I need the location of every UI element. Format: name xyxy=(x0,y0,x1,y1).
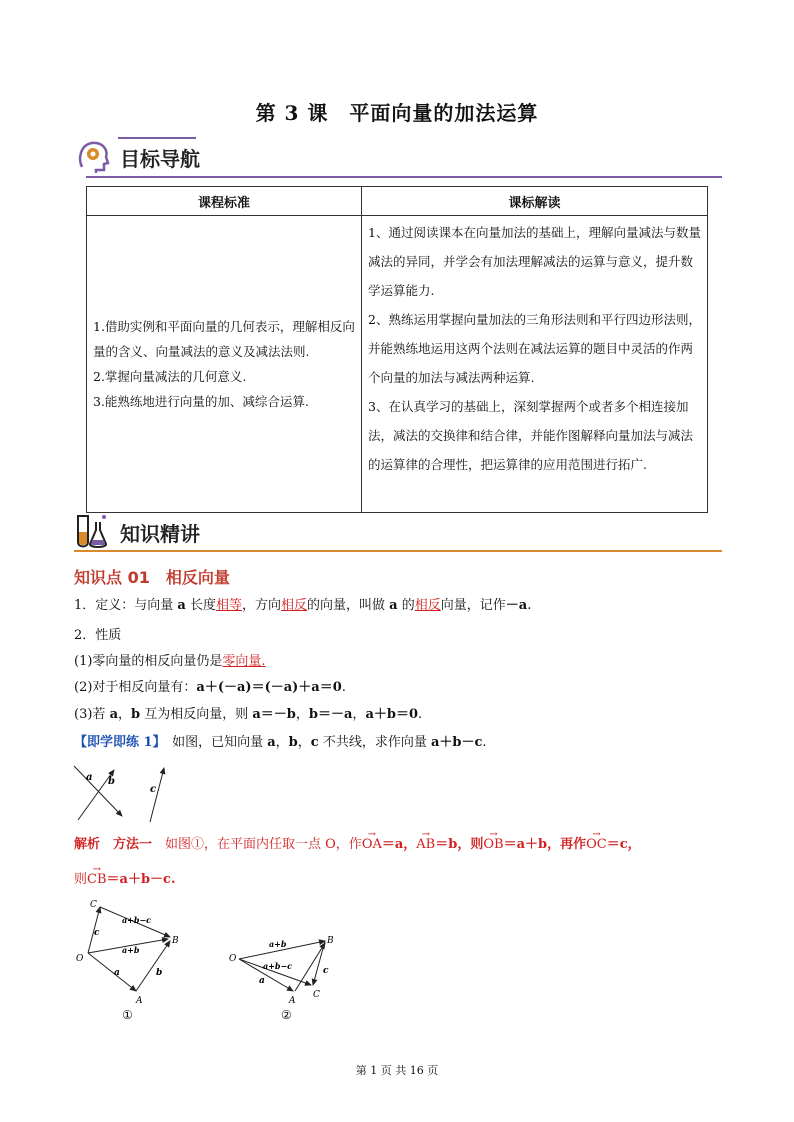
knowledge-point-title: 知识点 01 相反向量 xyxy=(74,568,230,587)
svg-text:a: a xyxy=(259,976,265,986)
lab-flask-icon xyxy=(74,512,112,550)
property-2: (2)对于相反向量有：a＋(－a)＝(－a)＋a＝0. xyxy=(74,680,346,695)
table-header-interpretation: 课标解读 xyxy=(362,187,708,216)
page-footer: 第 1 页 共 16 页 xyxy=(355,1064,439,1077)
section-goal-heading xyxy=(74,137,724,177)
vector-c-arrow xyxy=(150,768,164,822)
solution-tag: 解析 方法一 xyxy=(74,837,153,852)
standard-cell xyxy=(87,216,362,513)
svg-text:a+b−c: a+b−c xyxy=(263,961,293,971)
definition-line: 1．定义：与向量 a 长度相等，方向相反的向量，叫做 a 的相反向量，记作－a. xyxy=(74,598,532,613)
section-knowledge-heading xyxy=(74,512,724,552)
properties-label: 2．性质 xyxy=(74,628,122,643)
label-b: b xyxy=(108,776,115,787)
section-goal-label: 目标导航 xyxy=(120,147,200,171)
solution-line-2: 则→ CB＝a＋b－c. xyxy=(74,870,175,890)
solution-line-1: 解析 方法一 如图①，在平面内任取一点 O，作→ OA＝a，→ AB＝b，则→ OB＝a＋b，再作→ OC＝c， xyxy=(74,835,641,855)
property-3: (3)若 a，b 互为相反向量，则 a＝－b，b＝－a，a＋b＝0. xyxy=(74,707,423,722)
blank-equal: 相等 xyxy=(215,598,242,613)
practice-line: 【即学即练 1】 如图，已知向量 a，b，c 不共线，求作向量 a＋b－c. xyxy=(74,735,487,750)
interpretation-item-1: 1、通过阅读课本在向量加法的基础上，理解向量减法与数量减法的异同，并学会有加法理解减法的运算与意义，提升数学运算能力. xyxy=(368,225,701,298)
fig1-O: O xyxy=(76,954,84,964)
brain-head-icon xyxy=(74,137,112,175)
standard-item-3: 3.能熟练地进行向量的加、减综合运算. xyxy=(93,394,309,409)
svg-text:B: B xyxy=(327,936,334,946)
figure-1 xyxy=(70,895,190,1025)
section-knowledge-label: 知识精讲 xyxy=(120,522,200,546)
objectives-table xyxy=(86,186,708,513)
blank-zero-vector: 零向量. xyxy=(222,654,266,669)
section-knowledge-rule xyxy=(74,550,722,552)
heading-accent-line xyxy=(118,137,196,139)
svg-text:a: a xyxy=(114,968,120,978)
vector-b-arrow xyxy=(74,766,122,816)
blank-opposite: 相反 xyxy=(281,598,308,613)
standard-item-1: 1.借助实例和平面向量的几何表示，理解相反向量的含义、向量减法的意义及减法法则. xyxy=(93,319,355,359)
given-vectors-figure xyxy=(70,760,180,830)
fig1-caption: ① xyxy=(122,1008,133,1022)
svg-text:b: b xyxy=(156,968,163,978)
svg-text:a+b−c: a+b−c xyxy=(122,915,152,925)
interpretation-cell xyxy=(362,216,708,513)
svg-text:c: c xyxy=(323,966,329,976)
standard-item-2: 2.掌握向量减法的几何意义. xyxy=(93,369,247,384)
document-title: 第 3 课 平面向量的加法运算 xyxy=(255,101,539,125)
svg-text:a+b: a+b xyxy=(269,939,287,949)
fig1-C: C xyxy=(90,900,97,910)
section-goal-rule xyxy=(86,176,722,178)
fig1-A: A xyxy=(136,996,143,1006)
interpretation-item-2: 2、熟练运用掌握向量加法的三角形法则和平行四边形法则，并能熟练地运用这两个法则在减法运算的题目中灵活的作两个向量的加法与减法两种运算. xyxy=(368,312,701,385)
property-1: (1)零向量的相反向量仍是零向量. xyxy=(74,654,266,669)
label-a: a xyxy=(86,772,93,783)
label-c: c xyxy=(150,784,157,795)
svg-text:C: C xyxy=(313,990,320,1000)
practice-tag: 【即学即练 1】 xyxy=(74,735,160,750)
blank-opposite-2: 相反 xyxy=(414,598,441,613)
svg-text:a+b: a+b xyxy=(122,945,140,955)
fig2-caption: ② xyxy=(281,1008,292,1022)
svg-text:c: c xyxy=(94,928,100,938)
svg-text:O: O xyxy=(229,954,237,964)
interpretation-item-3: 3、在认真学习的基础上，深刻掌握两个或者多个相连接加法，减法的交换律和结合律，并能作图解释向量加法与减法的运算律的合理性，把运算律的应用范围进行拓广. xyxy=(368,399,694,472)
figure-2 xyxy=(225,925,350,1025)
table-header-standard: 课程标准 xyxy=(87,187,362,216)
svg-text:A: A xyxy=(289,996,296,1006)
fig1-B: B xyxy=(172,936,179,946)
